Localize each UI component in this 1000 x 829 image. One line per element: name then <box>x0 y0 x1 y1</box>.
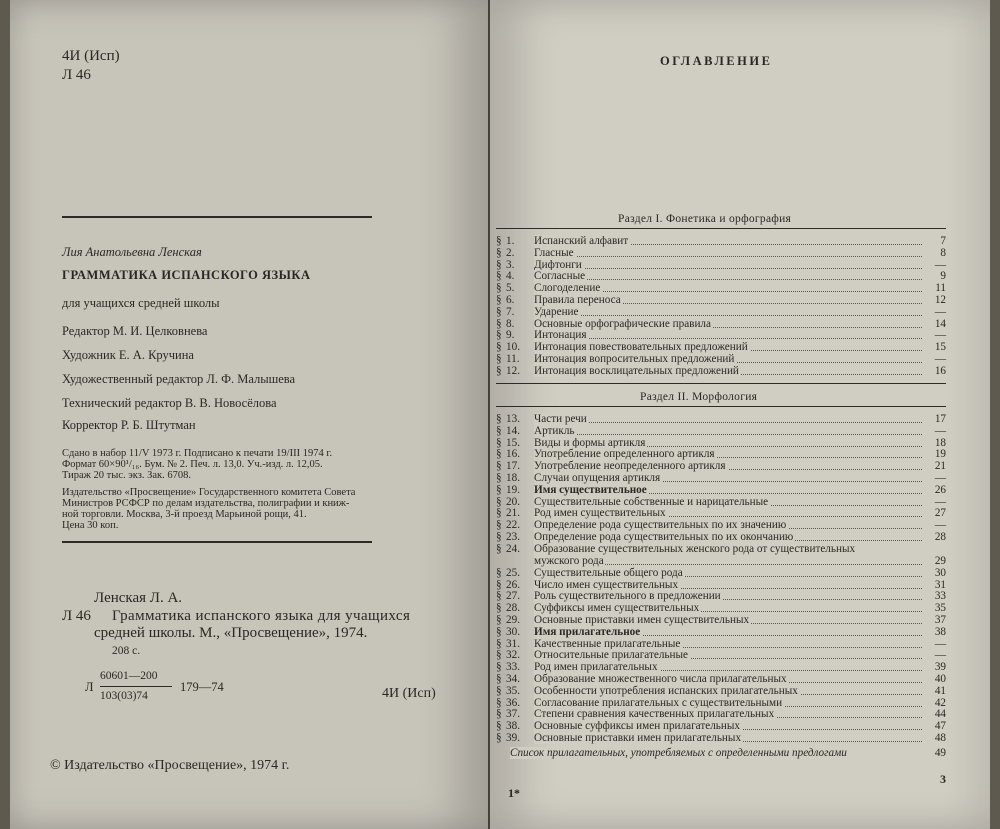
toc-entry-title: Артикль <box>534 424 575 437</box>
catalog-line: Грамматика испанского языка для учащихся <box>112 608 411 624</box>
toc-entry-number: 21. <box>506 507 520 520</box>
divider-top <box>62 216 372 218</box>
formula-suffix: 179—74 <box>180 680 224 694</box>
section-sign-icon: § <box>496 305 502 318</box>
toc-entry-page: — <box>926 330 946 342</box>
section-sign-icon: § <box>496 625 502 638</box>
toc-entry-number: 13. <box>506 413 520 425</box>
formula-denominator: 103(03)74 <box>100 690 148 702</box>
toc-entry-number: 15. <box>506 436 520 449</box>
toc-entry-title: Число имен существительных <box>534 578 679 591</box>
toc-entry-title: Образование множественного числа прилагательных <box>534 673 787 685</box>
toc-entry-title: Интонация вопросительных предложений <box>534 353 735 365</box>
credit-line: Корректор Р. Б. Штутман <box>62 418 196 432</box>
toc-entry-title: Ударение <box>534 305 579 318</box>
toc-entry <box>496 426 946 438</box>
section-sign-icon: § <box>496 542 502 555</box>
toc-entry-title: Имя прилагательное <box>534 625 641 638</box>
toc-entry-page: 21 <box>926 461 946 473</box>
toc-entry <box>496 248 946 260</box>
toc-entry-number: 34. <box>506 673 520 685</box>
section-sign-icon: § <box>496 578 502 591</box>
toc-entry-number: 4. <box>506 270 515 283</box>
formula-bar <box>100 686 172 687</box>
toc-entry-title: Определение рода существительных по их значению <box>534 519 787 532</box>
toc-entry-page: 35 <box>926 603 946 615</box>
toc-entry-number: 32. <box>506 649 520 662</box>
toc-entry-page: 42 <box>926 698 946 710</box>
toc-entry-title: Дифтонги <box>534 258 582 271</box>
toc-entry <box>496 485 946 497</box>
section-sign-icon: § <box>496 637 502 650</box>
toc-entry-page: 40 <box>926 674 946 686</box>
toc-entry-title: Имя существительное <box>534 483 647 496</box>
section-sign-icon: § <box>496 329 502 342</box>
section-sign-icon: § <box>496 507 502 520</box>
section-sign-icon: § <box>496 460 502 473</box>
toc-entry-page: 31 <box>926 580 946 592</box>
toc-entry-number: 14. <box>506 424 520 437</box>
toc-entry-number: 18. <box>506 472 520 484</box>
section-sign-icon: § <box>496 483 502 496</box>
toc-entry-number: 6. <box>506 294 515 306</box>
section-sign-icon: § <box>496 364 502 377</box>
section-sign-icon: § <box>496 246 502 259</box>
section-sign-icon: § <box>496 696 502 709</box>
toc-entry-number: 23. <box>506 531 520 543</box>
section-sign-icon: § <box>496 519 502 532</box>
toc-entry-title: Употребление неопределенного артикля <box>534 460 726 473</box>
toc-entry-title: Род имен прилагательных <box>534 661 658 674</box>
section-sign-icon: § <box>496 590 502 603</box>
toc-entry-title: Употребление определенного артикля <box>534 448 715 461</box>
section-sign-icon: § <box>496 495 502 508</box>
toc-entry-title: Основные суффиксы имен прилагательных <box>534 720 740 733</box>
section-sign-icon: § <box>496 353 502 365</box>
toc-entry-title: Степени сравнения качественных прилагательных <box>534 708 775 721</box>
section-sign-icon: § <box>496 235 502 247</box>
toc-entry-page: — <box>926 639 946 651</box>
section-sign-icon: § <box>496 448 502 461</box>
toc-entry-page: 30 <box>926 568 946 580</box>
toc-entry-page: 28 <box>926 532 946 544</box>
toc-entry-page: 15 <box>926 342 946 354</box>
toc-entry-page: — <box>926 354 946 366</box>
toc-entry-title: Род имен существительных <box>534 507 666 520</box>
print-info-line: Тираж 20 тыс. экз. Зак. 6708. <box>62 470 192 481</box>
toc-entry-page: 39 <box>926 662 946 674</box>
toc-entry-title: Интонация восклицательных предложений <box>534 364 739 377</box>
toc-entry-title: Определение рода существительных по их окончанию <box>534 531 794 543</box>
toc-entry-number: 10. <box>506 341 520 354</box>
toc-entry-page: 47 <box>926 721 946 733</box>
section-sign-icon: § <box>496 258 502 271</box>
toc-entry-number: 19. <box>506 483 520 496</box>
toc-entry-number: 36. <box>506 696 520 709</box>
top-code: 4И (Исп) <box>62 48 120 64</box>
toc-entry-page: 44 <box>926 709 946 721</box>
toc-entry-title: Части речи <box>534 413 587 425</box>
toc-entry-page: 38 <box>926 627 946 639</box>
publisher-info-line: Издательство «Просвещение» Государственного комитета Совета <box>62 487 356 498</box>
toc-entry-page: 27 <box>926 508 946 520</box>
credit-line: Художник Е. А. Кручина <box>62 348 194 362</box>
section-sign-icon: § <box>496 424 502 437</box>
toc-entry-title: Согласные <box>534 270 586 283</box>
toc-entry-number: 12. <box>506 364 520 377</box>
toc-entry-title: Качественные прилагательные <box>534 637 681 650</box>
toc-entry-number: 11. <box>506 353 520 365</box>
toc-entry-number: 3. <box>506 258 515 271</box>
toc-entry-page: 37 <box>926 615 946 627</box>
footer-signature: 1* <box>508 786 520 800</box>
copyright-line: © Издательство «Просвещение», 1974 г. <box>50 758 290 773</box>
toc-entry-page: 17 <box>926 414 946 426</box>
publisher-info-line: Цена 30 коп. <box>62 520 119 531</box>
toc-entry-title: Испанский алфавит <box>534 235 629 247</box>
toc-entry-page: 9 <box>926 271 946 283</box>
toc-entry-page: 16 <box>926 366 946 378</box>
formula-numerator: 60601—200 <box>100 670 158 682</box>
print-info-line: Сдано в набор 11/V 1973 г. Подписано к печати 19/III 1974 г. <box>62 448 333 459</box>
toc-entry-page: — <box>926 307 946 319</box>
toc-entry-number: 37. <box>506 708 520 721</box>
section-sign-icon: § <box>496 566 502 579</box>
toc-entry-title: Роль существительного в предложении <box>534 590 721 603</box>
section-sign-icon: § <box>496 602 502 615</box>
catalog-author: Ленская Л. А. <box>94 590 183 606</box>
toc-entry-page: 18 <box>926 438 946 450</box>
toc-entry-title: Основные приставки имен прилагательных <box>534 732 742 744</box>
toc-entry-page: 12 <box>926 295 946 307</box>
dot-leader <box>536 434 922 435</box>
toc-entry-page: 19 <box>926 449 946 461</box>
credit-line: Технический редактор В. В. Новосёлова <box>62 396 277 410</box>
toc-heading: ОГЛАВЛЕНИЕ <box>660 54 773 68</box>
divider-bottom <box>62 541 372 543</box>
section-heading-2: Раздел II. Морфология <box>640 391 758 403</box>
print-info-line: Формат 60×90¹/₁₆. Бум. № 2. Печ. л. 13,0. Уч.-изд. л. 12,05. <box>62 459 323 470</box>
toc-entry-title: Особенности употребления испанских прилагательных <box>534 684 798 697</box>
toc-entry-page: 14 <box>926 319 946 331</box>
toc-entry-title: Основные орфографические правила <box>534 317 711 330</box>
section-sign-icon: § <box>496 270 502 283</box>
toc-entry-number: 35. <box>506 684 520 697</box>
toc-entry-number: 24. <box>506 542 520 555</box>
page-number: 3 <box>940 772 946 786</box>
section-sign-icon: § <box>496 282 502 295</box>
section-1-rule <box>496 228 946 229</box>
section-sign-icon: § <box>496 294 502 306</box>
section-sign-icon: § <box>496 413 502 425</box>
dot-leader <box>536 268 922 269</box>
toc-entry-number: 20. <box>506 495 520 508</box>
section-sign-icon: § <box>496 531 502 543</box>
toc-entry-title: Существительные общего рода <box>534 566 683 579</box>
appendix-title: Список прилагательных, употребляемых с определенными предлогами <box>510 747 847 759</box>
toc-entry-number: 16. <box>506 448 520 461</box>
top-code-2: Л 46 <box>62 67 91 83</box>
toc-entry-page: — <box>926 497 946 509</box>
toc-entry <box>496 686 946 698</box>
toc-entry-number: 31. <box>506 637 520 650</box>
section-sign-icon: § <box>496 720 502 733</box>
section-1-end-rule <box>496 383 946 384</box>
toc-entry-number: 38. <box>506 720 520 733</box>
dot-leader <box>536 256 922 257</box>
toc-entry-number: 28. <box>506 602 520 615</box>
toc-entry-page: — <box>926 426 946 438</box>
toc-entry-number: 7. <box>506 305 515 318</box>
section-heading-1: Раздел I. Фонетика и орфография <box>618 213 792 225</box>
section-sign-icon: § <box>496 614 502 626</box>
section-sign-icon: § <box>496 732 502 744</box>
toc-entry-title: Интонация повествовательных предложений <box>534 341 748 354</box>
toc-entry-page: 29 <box>926 556 946 568</box>
section-2-rule <box>496 406 946 407</box>
toc-entry-title: Суффиксы имен существительных <box>534 602 700 615</box>
section-sign-icon: § <box>496 661 502 674</box>
toc-entry-number: 22. <box>506 519 520 532</box>
catalog-pages: 208 с. <box>112 645 141 657</box>
left-page <box>10 0 488 829</box>
section-sign-icon: § <box>496 436 502 449</box>
dot-leader <box>536 279 922 280</box>
toc-entry-number: 30. <box>506 625 520 638</box>
dot-leader <box>536 315 922 316</box>
section-sign-icon: § <box>496 649 502 662</box>
toc-entry <box>496 544 946 568</box>
toc-entry-number: 26. <box>506 578 520 591</box>
toc-entry-number: 33. <box>506 661 520 674</box>
toc-entry-title-cont: мужского рода <box>534 554 604 567</box>
toc-entry <box>496 627 946 639</box>
toc-entry-number: 27. <box>506 590 520 603</box>
toc-entry-page: — <box>926 650 946 662</box>
author-name: Лия Анатольевна Ленская <box>62 245 202 259</box>
section-sign-icon: § <box>496 708 502 721</box>
toc-entry-title: Правила переноса <box>534 294 621 306</box>
book-subtitle: для учащихся средней школы <box>62 296 220 310</box>
toc-entry-title: Виды и формы артикля <box>534 436 646 449</box>
toc-entry-page: 11 <box>926 283 946 295</box>
toc-entry-number: 39. <box>506 732 520 744</box>
toc-entry-number: 1. <box>506 235 515 247</box>
appendix-page: 49 <box>926 748 946 760</box>
credit-line: Художественный редактор Л. Ф. Малышева <box>62 372 296 386</box>
toc-entry-number: 25. <box>506 566 520 579</box>
toc-entry <box>496 568 946 580</box>
dot-leader <box>536 338 922 339</box>
toc-entry-page: 33 <box>926 591 946 603</box>
book-title: ГРАММАТИКА ИСПАНСКОГО ЯЗЫКА <box>62 268 311 282</box>
toc-entry-page: 26 <box>926 485 946 497</box>
catalog-line: средней школы. М., «Просвещение», 1974. <box>94 625 368 641</box>
toc-entry-title: Интонация <box>534 329 587 342</box>
toc-entry-page: — <box>926 520 946 532</box>
toc-entry-title: Случаи опущения артикля <box>534 472 661 484</box>
toc-appendix <box>496 748 946 760</box>
toc-entry-number: 9. <box>506 329 515 342</box>
toc-entry-title: Существительные собственные и нарицательные <box>534 495 769 508</box>
section-sign-icon: § <box>496 341 502 354</box>
toc-entry <box>496 733 946 745</box>
publisher-info-line: ной торговли. Москва, 3-й проезд Марьиной рощи, 41. <box>62 509 307 520</box>
toc-entry-page: 8 <box>926 248 946 260</box>
section-sign-icon: § <box>496 317 502 330</box>
toc-entry-page: 41 <box>926 686 946 698</box>
section-sign-icon: § <box>496 472 502 484</box>
toc-entry-title: Образование существительных женского рода от существительных <box>534 542 856 555</box>
section-sign-icon: § <box>496 684 502 697</box>
toc-entry-title: Гласные <box>534 246 574 259</box>
toc-entry-number: 5. <box>506 282 515 295</box>
credit-line: Редактор М. И. Целковнева <box>62 324 208 338</box>
right-page <box>490 0 990 829</box>
toc-entry-title: Основные приставки имен существительных <box>534 614 750 626</box>
toc-entry-page: 48 <box>926 733 946 745</box>
toc-entry <box>496 366 946 378</box>
toc-entry-page: — <box>926 473 946 485</box>
toc-entry <box>496 307 946 319</box>
toc-entry-number: 2. <box>506 246 515 259</box>
toc-entry-number: 17. <box>506 460 520 473</box>
formula-prefix: Л <box>85 680 94 694</box>
catalog-classification: 4И (Исп) <box>382 686 436 701</box>
toc-entry-title: Согласование прилагательных с существительными <box>534 696 783 709</box>
toc-entry-title: Относительные прилагательные <box>534 649 688 662</box>
toc-entry-page: 7 <box>926 236 946 248</box>
catalog-code: Л 46 <box>62 608 91 624</box>
toc-entry-number: 29. <box>506 614 520 626</box>
toc-entry-page: — <box>926 260 946 272</box>
publisher-info-line: Министров РСФСР по делам издательства, полиграфии и книж- <box>62 498 350 509</box>
section-sign-icon: § <box>496 673 502 685</box>
toc-entry-title: Слогоделение <box>534 282 601 295</box>
toc-entry-number: 8. <box>506 317 515 330</box>
dot-leader <box>536 422 922 423</box>
